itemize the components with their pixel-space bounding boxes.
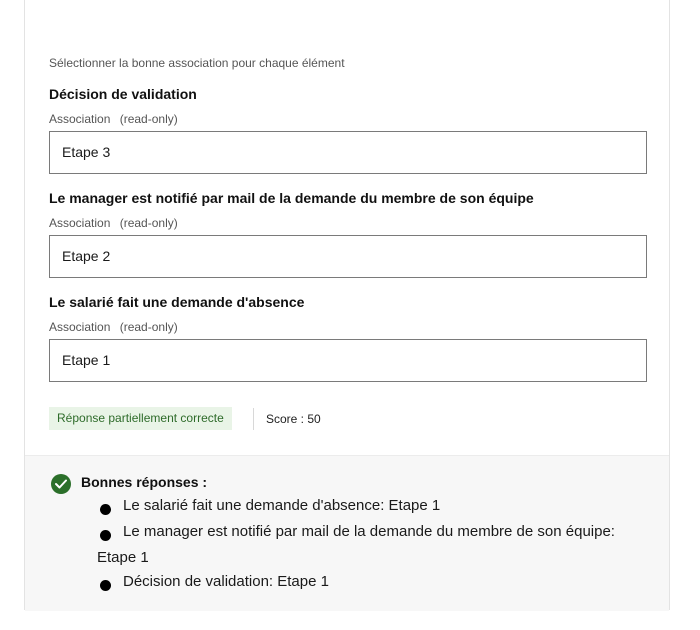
association-label-text: Association bbox=[49, 216, 111, 230]
association-field: Etape 1 bbox=[49, 339, 647, 382]
divider bbox=[253, 408, 254, 430]
association-label bbox=[49, 216, 178, 230]
bullet bbox=[100, 530, 111, 541]
answer-item: Le salarié fait une demande d'absence: Etape 1 bbox=[123, 497, 441, 514]
association-label-text: Association bbox=[49, 112, 111, 126]
answer-item-continuation: Etape 1 bbox=[97, 549, 149, 566]
instruction-text: Sélectionner la bonne association pour chaque élément bbox=[49, 56, 345, 70]
correct-answers-title: Bonnes réponses : bbox=[81, 474, 208, 490]
bullet bbox=[100, 580, 111, 591]
association-field: Etape 2 bbox=[49, 235, 647, 278]
association-label-text: Association bbox=[49, 320, 111, 334]
bullet bbox=[100, 504, 111, 515]
answer-item: Le manager est notifié par mail de la demande du membre de son équipe: bbox=[123, 523, 615, 540]
score-text: Score : 50 bbox=[266, 412, 321, 426]
read-only-label: (read-only) bbox=[119, 112, 178, 126]
answer-item: Décision de validation: Etape 1 bbox=[123, 573, 329, 590]
question-title: Le manager est notifié par mail de la demande du membre de son équipe bbox=[49, 190, 534, 206]
question-title: Décision de validation bbox=[49, 86, 197, 102]
status-badge: Réponse partiellement correcte bbox=[49, 407, 232, 430]
check-circle-icon bbox=[51, 474, 71, 494]
question-title: Le salarié fait une demande d'absence bbox=[49, 294, 305, 310]
association-label bbox=[49, 320, 178, 334]
read-only-label: (read-only) bbox=[119, 320, 178, 334]
association-field: Etape 3 bbox=[49, 131, 647, 174]
read-only-label: (read-only) bbox=[119, 216, 178, 230]
association-label bbox=[49, 112, 178, 126]
